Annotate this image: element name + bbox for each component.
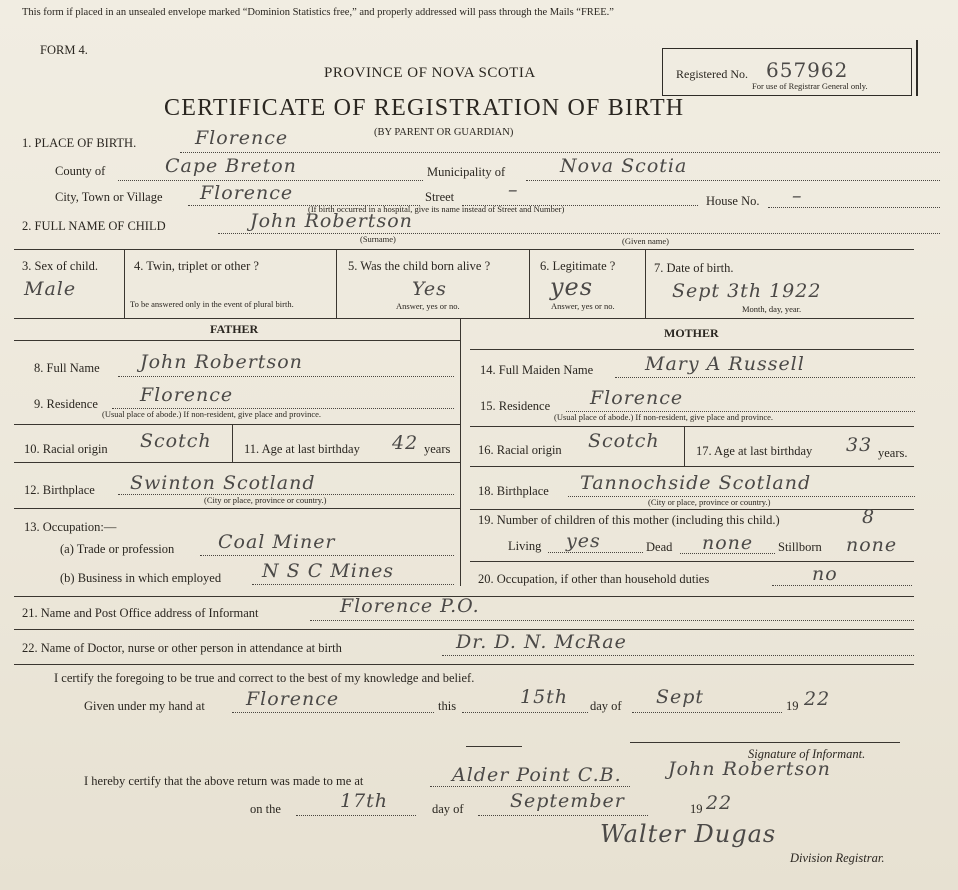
registered-label: Registered No. [676, 67, 748, 81]
province-title: PROVINCE OF NOVA SCOTIA [324, 65, 536, 81]
sex-value: Male [24, 278, 77, 300]
doctor-value: Dr. D. N. McRae [456, 631, 627, 653]
street-value: – [508, 179, 519, 201]
rule [680, 553, 775, 554]
father-age-label: 11. Age at last birthday [244, 442, 360, 456]
place-of-birth-label: 1. PLACE OF BIRTH. [22, 136, 137, 150]
twin-label: 4. Twin, triplet or other ? [134, 259, 259, 273]
house-value: – [792, 185, 803, 207]
rule [442, 655, 914, 656]
dead-value: none [702, 532, 754, 554]
day-of-label: day of [590, 699, 622, 713]
rule [615, 377, 915, 378]
rule [310, 620, 914, 621]
mother-birthplace-note: (City or place, province or country.) [648, 497, 771, 507]
father-residence-label: 9. Residence [34, 397, 98, 411]
county-value: Cape Breton [165, 155, 297, 177]
rule [548, 552, 643, 553]
rule [632, 712, 782, 713]
rule [768, 207, 940, 208]
street-note: (If birth occurred in a hospital, give its name instead of Street and Number) [308, 204, 565, 214]
parents-divider [460, 318, 461, 586]
municipality-value: Nova Scotia [560, 155, 688, 177]
rule [118, 180, 423, 181]
twin-note: To be answered only in the event of plural birth. [130, 299, 294, 309]
signature-informant-label: Signature of Informant. [748, 747, 866, 761]
rule [430, 786, 630, 787]
rule [470, 466, 914, 467]
day-value: 15th [520, 686, 569, 708]
rule [630, 742, 900, 743]
registered-number: 657962 [766, 58, 849, 82]
month-value: Sept [656, 686, 705, 708]
on-day: 17th [340, 790, 389, 812]
mother-name-value: Mary A Russell [645, 353, 805, 375]
rule [772, 585, 912, 586]
father-residence-note: (Usual place of abode.) If non-resident, give place and province. [102, 409, 322, 419]
dead-label: Dead [646, 540, 673, 554]
rule [14, 249, 914, 250]
legitimate-value: yes [550, 273, 594, 301]
informant-value: Florence P.O. [340, 595, 480, 617]
divider [336, 249, 337, 318]
divider [645, 249, 646, 318]
year2-prefix: 19 [690, 802, 703, 816]
house-label: House No. [706, 194, 760, 208]
mother-age-value: 33 [846, 434, 873, 456]
rule [252, 584, 454, 585]
rule [14, 664, 914, 665]
given-label: Given under my hand at [84, 699, 205, 713]
mother-racial-label: 16. Racial origin [478, 443, 562, 457]
trade-value: Coal Miner [218, 531, 336, 553]
rule [218, 233, 940, 234]
year-value: 22 [804, 688, 831, 710]
mother-occupation-value: no [812, 563, 838, 585]
rule [296, 815, 416, 816]
occupation-label: 13. Occupation:— [24, 520, 117, 534]
year2-value: 22 [706, 792, 733, 814]
legitimate-note: Answer, yes or no. [551, 301, 615, 311]
rule [14, 424, 460, 425]
county-label: County of [55, 164, 106, 178]
certify-text: I certify the foregoing to be true and correct to the best of my knowledge and belief. [54, 671, 475, 685]
registrar-signature: Walter Dugas [600, 820, 777, 848]
mother-name-label: 14. Full Maiden Name [480, 363, 594, 377]
rule [118, 376, 454, 377]
doctor-label: 22. Name of Doctor, nurse or other person in attendance at birth [22, 641, 342, 655]
mother-residence-label: 15. Residence [480, 399, 551, 413]
signature-informant-value: John Robertson [668, 758, 831, 780]
mother-birthplace-label: 18. Birthplace [478, 484, 549, 498]
rule [14, 508, 460, 509]
registrar-label: Division Registrar. [790, 851, 885, 865]
rule [526, 180, 940, 181]
on-the-label: on the [250, 802, 281, 816]
informant-label: 21. Name and Post Office address of Informant [22, 606, 259, 620]
given-place: Florence [246, 688, 340, 710]
surname-note: (Surname) [360, 234, 396, 244]
dob-label: 7. Date of birth. [654, 261, 734, 275]
city-label: City, Town or Village [55, 190, 163, 204]
city-value: Florence [200, 182, 294, 204]
children-label: 19. Number of children of this mother (including this child.) [478, 513, 780, 527]
place-of-birth-value: Florence [195, 127, 289, 149]
day-of2-label: day of [432, 802, 464, 816]
mother-years: years. [878, 446, 908, 460]
father-name-value: John Robertson [140, 351, 303, 373]
mother-residence-value: Florence [590, 387, 684, 409]
on-month: September [510, 790, 625, 812]
rule [470, 509, 914, 510]
mother-occupation-label: 20. Occupation, if other than household duties [478, 572, 710, 586]
father-racial-label: 10. Racial origin [24, 442, 108, 456]
rule [462, 712, 588, 713]
given-name-note: (Given name) [622, 236, 669, 246]
child-name-value: John Robertson [250, 210, 413, 232]
father-residence-value: Florence [140, 384, 234, 406]
mail-notice: This form if placed in an unsealed envelope marked “Dominion Statistics free,” and properly addressed will pass through the Mails “FREE.” [22, 7, 614, 18]
father-racial-value: Scotch [140, 430, 212, 452]
mother-heading: MOTHER [664, 326, 719, 340]
rule [466, 746, 522, 747]
year-prefix: 19 [786, 699, 799, 713]
father-birthplace-label: 12. Birthplace [24, 483, 95, 497]
municipality-label: Municipality of [427, 165, 506, 179]
father-age-value: 42 [392, 432, 419, 454]
business-label: (b) Business in which employed [60, 571, 222, 585]
stillborn-value: none [846, 534, 898, 556]
mother-birthplace-value: Tannochside Scotland [580, 472, 812, 494]
rule [470, 426, 914, 427]
mother-racial-value: Scotch [588, 430, 660, 452]
rule [470, 349, 914, 350]
mother-age-label: 17. Age at last birthday [696, 444, 813, 458]
rule [14, 318, 914, 319]
father-years: years [424, 442, 451, 456]
stillborn-label: Stillborn [778, 540, 822, 554]
this-label: this [438, 699, 457, 713]
alive-note: Answer, yes or no. [396, 301, 460, 311]
divider [529, 249, 530, 318]
father-name-label: 8. Full Name [34, 361, 100, 375]
dob-value: Sept 3th 1922 [672, 280, 822, 302]
father-heading: FATHER [210, 322, 259, 336]
rule [470, 561, 914, 562]
business-value: N S C Mines [262, 560, 395, 582]
page-subtitle: (BY PARENT OR GUARDIAN) [374, 127, 514, 138]
page-title: CERTIFICATE OF REGISTRATION OF BIRTH [164, 95, 685, 121]
sex-label: 3. Sex of child. [22, 259, 99, 273]
form-number: FORM 4. [40, 43, 88, 57]
dob-note: Month, day, year. [742, 304, 802, 314]
divider [124, 249, 125, 318]
alive-value: Yes [412, 278, 447, 300]
living-label: Living [508, 539, 542, 553]
hereby-place: Alder Point C.B. [452, 764, 622, 786]
legitimate-label: 6. Legitimate ? [540, 259, 616, 273]
street-label: Street [425, 190, 455, 204]
rule [180, 152, 940, 153]
header-divider [916, 40, 918, 96]
rule [14, 462, 460, 463]
rule [14, 340, 460, 341]
children-value: 8 [862, 506, 876, 528]
rule [14, 629, 914, 630]
father-birthplace-value: Swinton Scotland [130, 472, 316, 494]
divider [232, 424, 233, 462]
hereby-label: I hereby certify that the above return was made to me at [84, 774, 364, 788]
divider [684, 426, 685, 466]
rule [232, 712, 434, 713]
living-value: yes [566, 530, 601, 552]
rule [200, 555, 454, 556]
father-birthplace-note: (City or place, province or country.) [204, 495, 327, 505]
mother-residence-note: (Usual place of abode.) If non-resident, give place and province. [554, 412, 774, 422]
alive-label: 5. Was the child born alive ? [348, 259, 491, 273]
child-name-label: 2. FULL NAME OF CHILD [22, 219, 166, 233]
trade-label: (a) Trade or profession [60, 542, 175, 556]
registrar-note: For use of Registrar General only. [752, 81, 868, 91]
rule [478, 815, 648, 816]
